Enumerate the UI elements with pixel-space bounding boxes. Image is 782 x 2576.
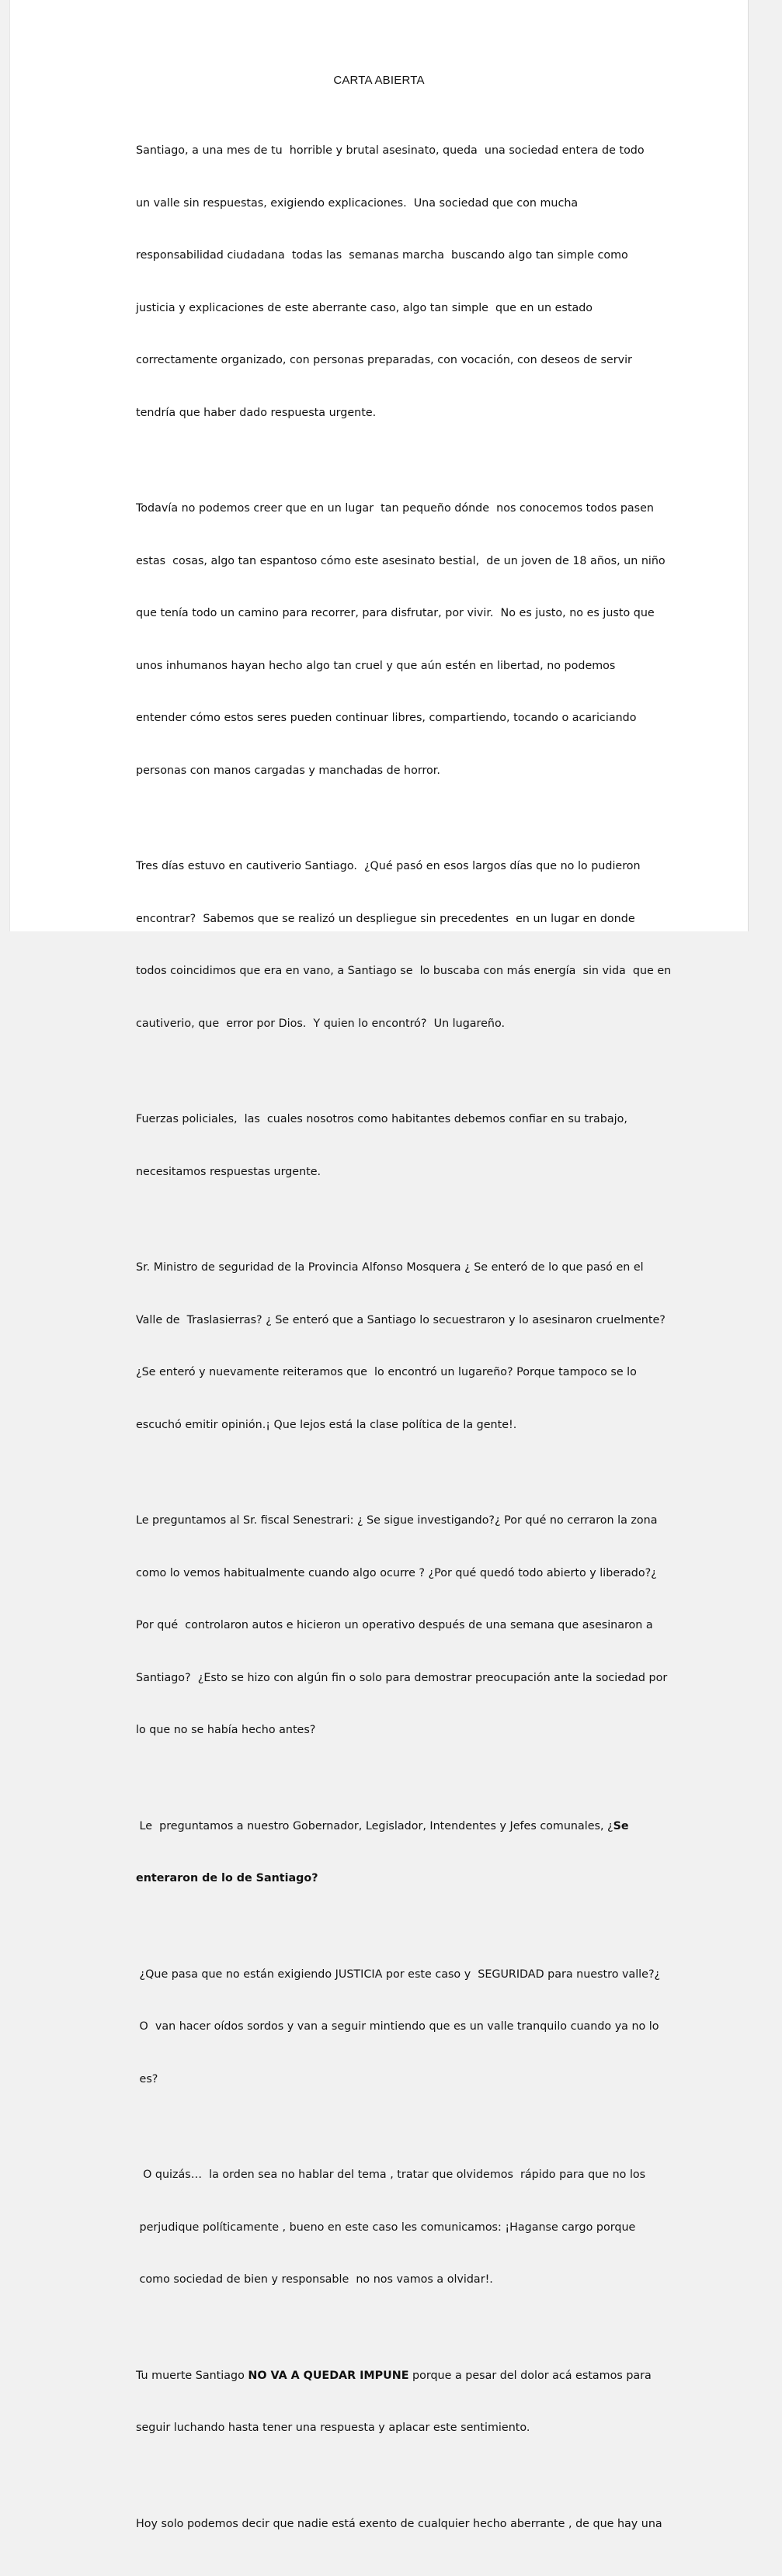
text-line: ¿Se enteró y nuevamente reiteramos que lo encontró un lugareño? Porque tampoco se lo — [136, 1366, 637, 1378]
paragraph-6 — [136, 1477, 668, 1774]
bold-text: enteraron de lo de Santiago? — [136, 1872, 318, 1884]
paragraph-9 — [136, 2131, 652, 2324]
text-line — [136, 1818, 652, 1836]
paragraph-3 — [136, 823, 672, 1067]
text-line: que tenía todo un camino para recorrer, para disfrutar, por vivir. No es justo, no es justo que — [136, 607, 655, 619]
text-line: todos coincidimos que era en vano, a Santiago se lo buscaba con más energía sin vida que en — [136, 965, 672, 977]
text-line: Santiago, a una mes de tu horrible y brutal asesinato, queda una sociedad entera de todo — [136, 144, 645, 157]
letter-body — [136, 107, 672, 2576]
text-line: responsabilidad ciudadana todas las semanas marcha buscando algo tan simple como — [136, 249, 628, 262]
text-line: escuchó emitir opinión.¡ Que lejos está la clase política de la gente!. — [136, 1418, 517, 1431]
document-page — [9, 0, 749, 2530]
text-line: O van hacer oídos sordos y van a seguir mintiendo que es un valle tranquilo cuando ya no lo — [136, 2020, 659, 2033]
text-line: Sr. Ministro de seguridad de la Provincia Alfonso Mosquera ¿ Se enteró de lo que pasó en el — [136, 1261, 644, 1274]
text-line: Por qué controlaron autos e hicieron un operativo después de una semana que asesinaron a — [136, 1619, 653, 1631]
text-line — [136, 2367, 652, 2385]
text-line: Hoy solo podemos decir que nadie está exento de cualquier hecho aberrante , de que hay una — [136, 2517, 662, 2530]
text-line: justicia y explicaciones de este aberrante caso, algo tan simple que en un estado — [136, 301, 593, 314]
text-line: tendría que haber dado respuesta urgente. — [136, 406, 377, 419]
bold-text: NO VA A QUEDAR IMPUNE — [248, 2369, 409, 2382]
text-line: O quizás… la orden sea no hablar del tema , tratar que olvidemos rápido para que no los — [136, 2169, 646, 2181]
text-segment: Le preguntamos a nuestro Gobernador, Legislador, Intendentes y Jefes comunales, ¿ — [136, 1819, 613, 1832]
text-line: como lo vemos habitualmente cuando algo ocurre ? ¿Por qué quedó todo abierto y liberado?¿ — [136, 1566, 657, 1579]
paragraph-1 — [136, 107, 652, 456]
text-line: Santiago? ¿Esto se hizo con algún fin o solo para demostrar preocupación ante la sociedad por — [136, 1671, 668, 1684]
text-line: estas cosas, algo tan espantoso cómo este asesinato bestial, de un joven de 18 años, un niño — [136, 554, 666, 567]
text-line: correctamente organizado, con personas preparadas, con vocación, con deseos de servir — [136, 354, 632, 366]
paragraph-11 — [136, 2481, 662, 2568]
paragraph-4 — [136, 1076, 652, 1215]
text-line — [136, 1870, 652, 1888]
text-line: unos inhumanos hayan hecho algo tan cruel y que aún estén en libertad, no podemos — [136, 659, 616, 672]
bold-text: Se — [613, 1819, 629, 1832]
text-line: necesitamos respuestas urgente. — [136, 1165, 321, 1178]
text-line: es? — [136, 2072, 158, 2085]
page-title: CARTA ABIERTA — [333, 74, 425, 87]
text-line: encontrar? Sabemos que se realizó un despliegue sin precedentes en un lugar en donde — [136, 912, 635, 925]
text-line: cautiverio, que error por Dios. Y quien lo encontró? Un lugareño. — [136, 1017, 506, 1030]
text-line: Tres días estuvo en cautiverio Santiago. ¿Qué pasó en esos largos días que no lo pudieron — [136, 860, 641, 872]
text-line: entender cómo estos seres pueden continuar libres, compartiendo, tocando o acariciando — [136, 712, 637, 724]
text-segment: porque a pesar del dolor acá estamos para — [408, 2369, 652, 2382]
text-line: Valle de Traslasierras? ¿ Se enteró que a Santiago lo secuestraron y lo asesinaron cruelmente? — [136, 1313, 666, 1326]
text-line: como sociedad de bien y responsable no nos vamos a olvidar!. — [136, 2273, 493, 2286]
paragraph-10 — [136, 2332, 652, 2472]
text-line: Le preguntamos al Sr. fiscal Senestrari: ¿ Se sigue investigando?¿ Por qué no cerraron la zona — [136, 1514, 658, 1527]
text-line: Todavía no podemos creer que en un lugar tan pequeño dónde nos conocemos todos pasen — [136, 502, 654, 515]
text-line: perjudique políticamente , bueno en este caso les comunicamos: ¡Haganse cargo porque — [136, 2221, 636, 2234]
text-line: Fuerzas policiales, las cuales nosotros como habitantes debemos confiar en su trabajo, — [136, 1113, 627, 1125]
text-line: ¿Que pasa que no están exigiendo JUSTICIA por este caso y SEGURIDAD para nuestro valle?¿ — [136, 1968, 661, 1981]
paragraph-5 — [136, 1224, 666, 1468]
text-line: personas con manos cargadas y manchadas de horror. — [136, 764, 440, 777]
text-line: lo que no se había hecho antes? — [136, 1724, 316, 1736]
text-line: un valle sin respuestas, exigiendo explicaciones. Una sociedad que con mucha — [136, 196, 579, 210]
paragraph-7 — [136, 1783, 652, 1922]
paragraph-8 — [136, 1931, 661, 2124]
paragraph-2 — [136, 465, 666, 814]
text-line: seguir luchando hasta tener una respuesta y aplacar este sentimiento. — [136, 2422, 530, 2434]
text-segment: Tu muerte Santiago — [136, 2369, 249, 2382]
